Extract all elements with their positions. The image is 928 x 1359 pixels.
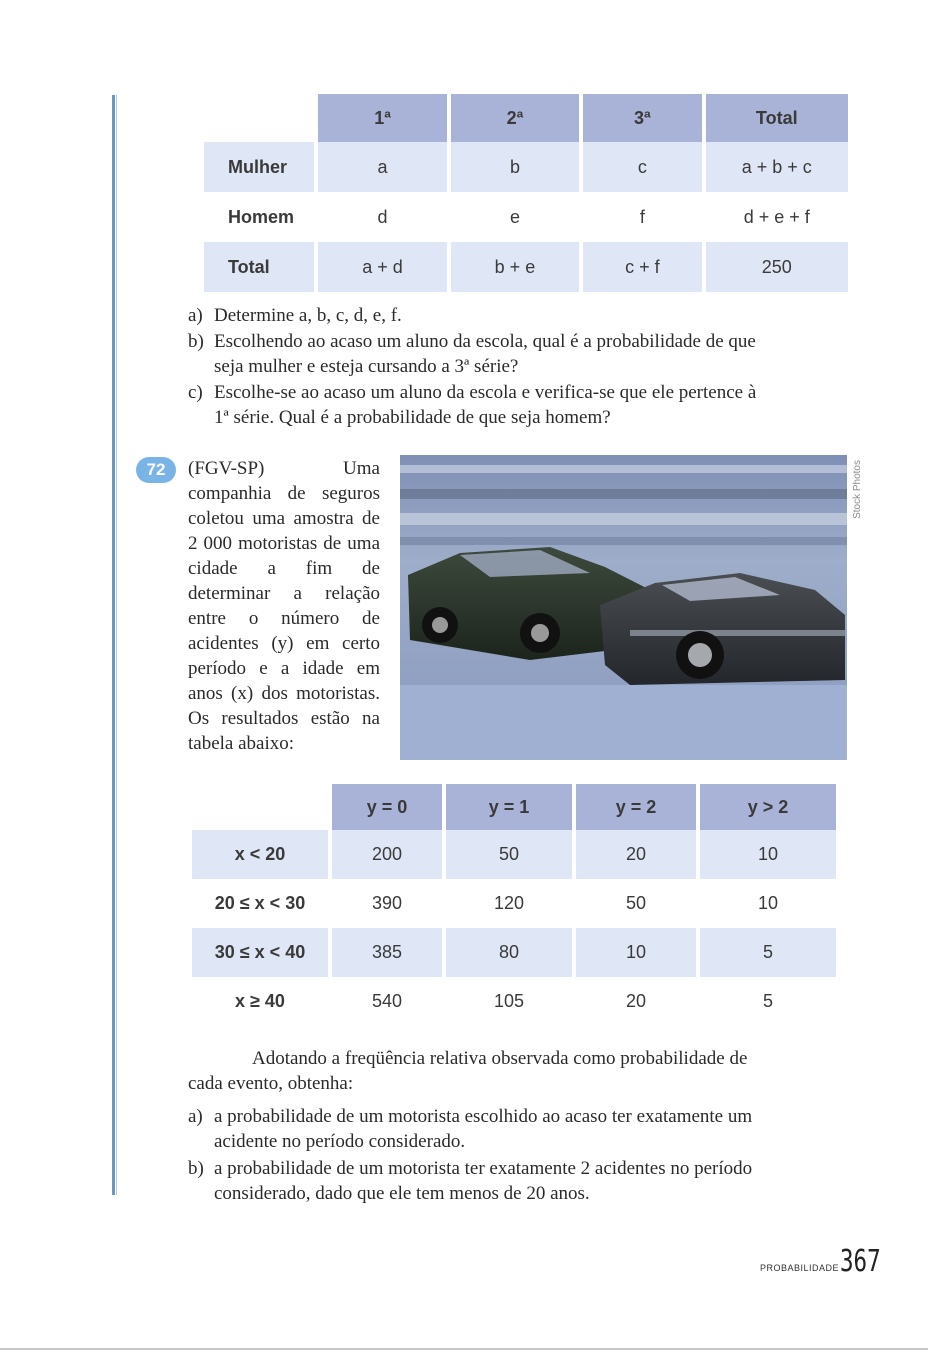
row-label: 20 ≤ x < 30 [192, 879, 328, 928]
row-label: x ≥ 40 [192, 977, 328, 1026]
table-row [204, 192, 848, 242]
table-header-cell: y = 2 [576, 784, 696, 830]
table-cell: 20 [576, 830, 696, 879]
photo-credit: Stock Photos [852, 460, 863, 519]
lead-text-cont: cada evento, obtenha: [188, 1073, 354, 1094]
table-cell: b [451, 142, 579, 192]
table-header-cell: y = 1 [446, 784, 572, 830]
row-label: 30 ≤ x < 40 [192, 928, 328, 977]
table-cell: 20 [576, 977, 696, 1026]
table-cell: f [583, 192, 701, 242]
item-text-cont: seja mulher e esteja cursando a 3ª série? [214, 356, 519, 377]
table-row [204, 142, 848, 192]
table-cell: c + f [583, 242, 701, 292]
table-cell: 200 [332, 830, 442, 879]
item-label: b) [188, 331, 204, 352]
table-cell: 120 [446, 879, 572, 928]
table-cell: 10 [576, 928, 696, 977]
table-corner [192, 784, 328, 830]
table-cell: a + b + c [706, 142, 848, 192]
question-lead [188, 1046, 850, 1096]
table-cell: 10 [700, 830, 836, 879]
table-cell: d + e + f [706, 192, 848, 242]
item-text: Escolhe-se ao acaso um aluno da escola e verifica-se que ele pertence à [214, 382, 757, 403]
table-cell: 80 [446, 928, 572, 977]
item-label: a) [188, 1106, 203, 1127]
question-item-a [188, 303, 850, 328]
table-accidents-by-age [188, 784, 840, 1026]
row-label: Total [204, 242, 314, 292]
table-cell: 390 [332, 879, 442, 928]
table-header-cell: 2ª [451, 94, 579, 142]
item-text: Escolhendo ao acaso um aluno da escola, qual é a probabilidade de que [214, 331, 756, 352]
section-label: PROBABILIDADE [760, 1263, 840, 1273]
table-header-cell: y > 2 [700, 784, 836, 830]
table-cell: a [318, 142, 446, 192]
table-cell: 540 [332, 977, 442, 1026]
table-row [192, 879, 836, 928]
item-label: b) [188, 1158, 204, 1179]
table-cell: 5 [700, 928, 836, 977]
lead-text: Adotando a freqüência relativa observada como probabilidade de [252, 1048, 748, 1069]
row-label: Homem [204, 192, 314, 242]
table-header-cell: 3ª [583, 94, 701, 142]
table-corner [204, 94, 314, 142]
table-cell: 385 [332, 928, 442, 977]
item-text: a probabilidade de um motorista escolhido ao acaso ter exatamente um [214, 1106, 753, 1127]
table-cell: 250 [706, 242, 848, 292]
question-item-b [188, 1156, 850, 1206]
table-header-cell: 1ª [318, 94, 446, 142]
question-item-c [188, 380, 850, 430]
table-cell: a + d [318, 242, 446, 292]
table-header-cell: y = 0 [332, 784, 442, 830]
item-text-cont: 1ª série. Qual é a probabilidade de que seja homem? [214, 407, 611, 428]
table-cell: 105 [446, 977, 572, 1026]
item-label: a) [188, 305, 203, 326]
item-text-cont: considerado, dado que ele tem menos de 20 anos. [214, 1183, 590, 1204]
table-cell: 10 [700, 879, 836, 928]
row-label: Mulher [204, 142, 314, 192]
table-row [192, 928, 836, 977]
table-header-cell: Total [706, 94, 848, 142]
item-text: a probabilidade de um motorista ter exatamente 2 acidentes no período [214, 1158, 753, 1179]
question-item-b [188, 329, 850, 379]
table-cell: 50 [576, 879, 696, 928]
row-label: x < 20 [192, 830, 328, 879]
sidebar-accent-line [112, 95, 115, 1195]
page-number: 367 [840, 1244, 881, 1279]
table-grade-by-sex [200, 94, 852, 292]
table-cell: c [583, 142, 701, 192]
question-item-a [188, 1104, 850, 1154]
item-text-cont: acidente no período considerado. [214, 1131, 466, 1152]
table-row [192, 830, 836, 879]
question-intro: (FGV-SP) Uma companhia de seguros coletou uma amostra de 2 000 motoristas de uma cidade a fim de determinar a relação entre o número de acidentes (y) em certo período e a idade em anos (x) dos motoristas. Os resultados estão na tabela abaixo: [188, 458, 380, 754]
item-text: Determine a, b, c, d, e, f. [214, 305, 402, 326]
sidebar-accent-line-thin [116, 95, 117, 1195]
item-label: c) [188, 382, 203, 403]
table-row [204, 242, 848, 292]
table-cell: 5 [700, 977, 836, 1026]
table-cell: 50 [446, 830, 572, 879]
table-cell: e [451, 192, 579, 242]
page-bottom-edge [0, 1348, 928, 1350]
table-row [192, 977, 836, 1026]
cars-photo [400, 455, 847, 760]
table-cell: b + e [451, 242, 579, 292]
table-cell: d [318, 192, 446, 242]
question-number-badge: 72 [136, 457, 176, 483]
